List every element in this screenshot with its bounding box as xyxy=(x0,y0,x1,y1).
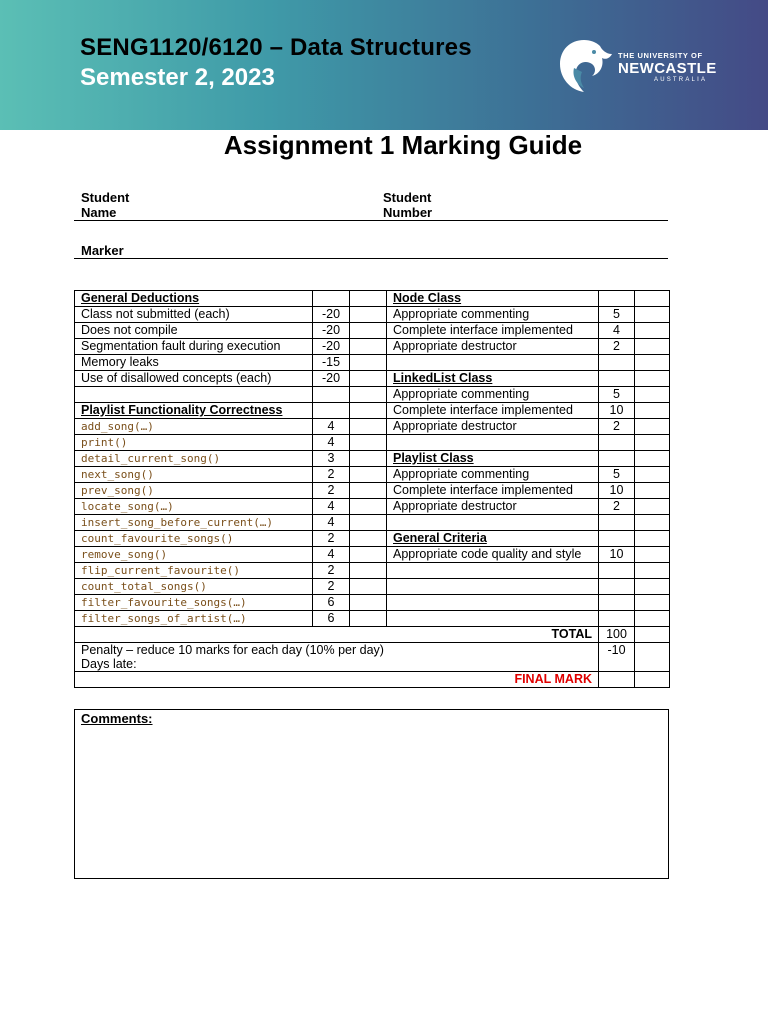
student-name-label: Student Name xyxy=(81,190,130,220)
left-awarded-mark-cell[interactable] xyxy=(350,515,387,531)
right-awarded-mark-cell[interactable] xyxy=(635,307,670,323)
table-row xyxy=(75,291,670,307)
criterion-label: Segmentation fault during execution xyxy=(81,339,281,353)
left-awarded-mark-cell[interactable] xyxy=(350,323,387,339)
function-args: () xyxy=(193,580,207,593)
final-mark-label: FINAL MARK xyxy=(75,672,599,688)
right-awarded-mark-cell[interactable] xyxy=(635,515,670,531)
left-criterion-cell xyxy=(75,355,313,371)
left-awarded-mark-cell[interactable] xyxy=(350,595,387,611)
right-criterion-cell xyxy=(387,387,599,403)
function-args: (…) xyxy=(133,420,154,433)
left-awarded-mark-cell[interactable] xyxy=(350,499,387,515)
right-criterion-cell xyxy=(387,435,599,451)
right-available-mark xyxy=(599,515,635,531)
student-rule xyxy=(74,220,668,221)
total-value: 100 xyxy=(599,627,635,643)
right-available-mark: 5 xyxy=(599,387,635,403)
criterion-label: Use of disallowed concepts (each) xyxy=(81,371,272,385)
right-available-mark xyxy=(599,595,635,611)
total-label: TOTAL xyxy=(75,627,599,643)
penalty-text: Penalty – reduce 10 marks for each day (10% per day) xyxy=(81,643,384,657)
table-row xyxy=(75,387,670,403)
right-criterion-cell xyxy=(387,531,599,547)
right-awarded-mark-cell[interactable] xyxy=(635,371,670,387)
left-awarded-mark-cell[interactable] xyxy=(350,547,387,563)
left-awarded-mark-cell[interactable] xyxy=(350,291,387,307)
criterion-label: Class not submitted (each) xyxy=(81,307,230,321)
table-row xyxy=(75,403,670,419)
left-criterion-cell xyxy=(75,531,313,547)
newcastle-seahorse-logo-icon xyxy=(554,38,614,94)
function-name: prev_song xyxy=(81,484,141,497)
comments-box[interactable] xyxy=(74,709,669,879)
left-criterion-cell xyxy=(75,547,313,563)
table-row xyxy=(75,547,670,563)
section-heading: General Deductions xyxy=(81,291,200,305)
table-row xyxy=(75,595,670,611)
right-available-mark xyxy=(599,579,635,595)
table-row xyxy=(75,323,670,339)
criterion-label: Complete interface implemented xyxy=(393,323,573,337)
left-awarded-mark-cell[interactable] xyxy=(350,451,387,467)
left-awarded-mark-cell[interactable] xyxy=(350,387,387,403)
left-available-mark: 6 xyxy=(313,595,350,611)
table-row xyxy=(75,307,670,323)
criterion-label: Appropriate commenting xyxy=(393,387,530,401)
right-available-mark xyxy=(599,435,635,451)
right-criterion-cell xyxy=(387,499,599,515)
table-row xyxy=(75,563,670,579)
function-args: (…) xyxy=(226,596,247,609)
final-mark-row xyxy=(75,672,670,688)
section-heading: Node Class xyxy=(393,291,462,305)
left-available-mark: -15 xyxy=(313,355,350,371)
left-available-mark: 2 xyxy=(313,467,350,483)
left-available-mark: 2 xyxy=(313,483,350,499)
right-criterion-cell xyxy=(387,371,599,387)
left-awarded-mark-cell[interactable] xyxy=(350,579,387,595)
penalty-cell xyxy=(75,643,599,672)
right-criterion-cell xyxy=(387,595,599,611)
right-available-mark: 4 xyxy=(599,323,635,339)
right-criterion-cell xyxy=(387,547,599,563)
left-awarded-mark-cell[interactable] xyxy=(350,307,387,323)
right-awarded-mark-cell[interactable] xyxy=(635,403,670,419)
left-criterion-cell xyxy=(75,307,313,323)
final-mark-value-cell[interactable] xyxy=(599,672,635,688)
right-criterion-cell xyxy=(387,419,599,435)
left-criterion-cell xyxy=(75,579,313,595)
criterion-label: Appropriate destructor xyxy=(393,419,517,433)
function-args: () xyxy=(140,468,154,481)
left-criterion-cell xyxy=(75,387,313,403)
right-awarded-mark-cell[interactable] xyxy=(635,467,670,483)
left-awarded-mark-cell[interactable] xyxy=(350,355,387,371)
criterion-label: Appropriate code quality and style xyxy=(393,547,582,561)
right-available-mark xyxy=(599,371,635,387)
right-criterion-cell xyxy=(387,451,599,467)
page-title: Assignment 1 Marking Guide xyxy=(223,130,583,160)
right-criterion-cell xyxy=(387,467,599,483)
function-name: detail_current_song xyxy=(81,452,207,465)
function-name: insert_song_before_current xyxy=(81,516,254,529)
function-name: next_song xyxy=(81,468,141,481)
left-available-mark xyxy=(313,387,350,403)
days-late-label: Days late: xyxy=(81,657,137,671)
final-mark-awarded-cell[interactable] xyxy=(635,672,670,688)
criterion-label: Appropriate commenting xyxy=(393,307,530,321)
table-row xyxy=(75,451,670,467)
table-row xyxy=(75,515,670,531)
university-wordmark xyxy=(618,51,717,83)
left-awarded-mark-cell[interactable] xyxy=(350,419,387,435)
right-awarded-mark-cell[interactable] xyxy=(635,419,670,435)
left-available-mark: 4 xyxy=(313,499,350,515)
criterion-label: Appropriate destructor xyxy=(393,339,517,353)
comments-label: Comments: xyxy=(81,711,153,726)
right-available-mark xyxy=(599,355,635,371)
left-awarded-mark-cell[interactable] xyxy=(350,435,387,451)
right-criterion-cell xyxy=(387,339,599,355)
left-criterion-cell xyxy=(75,323,313,339)
criterion-label: Complete interface implemented xyxy=(393,483,573,497)
penalty-row xyxy=(75,643,670,672)
left-available-mark: 4 xyxy=(313,547,350,563)
left-criterion-cell xyxy=(75,339,313,355)
left-awarded-mark-cell[interactable] xyxy=(350,403,387,419)
right-criterion-cell xyxy=(387,323,599,339)
function-name: add_song xyxy=(81,420,134,433)
table-row xyxy=(75,483,670,499)
left-criterion-cell xyxy=(75,563,313,579)
right-awarded-mark-cell[interactable] xyxy=(635,323,670,339)
student-number-label: Student Number xyxy=(383,190,433,220)
right-available-mark: 10 xyxy=(599,403,635,419)
right-awarded-mark-cell[interactable] xyxy=(635,387,670,403)
right-available-mark xyxy=(599,451,635,467)
table-row xyxy=(75,435,670,451)
section-heading: Playlist Functionality Correctness xyxy=(81,403,283,417)
right-available-mark: 5 xyxy=(599,467,635,483)
right-criterion-cell xyxy=(387,515,599,531)
left-awarded-mark-cell[interactable] xyxy=(350,339,387,355)
left-available-mark: 2 xyxy=(313,563,350,579)
right-awarded-mark-cell[interactable] xyxy=(635,355,670,371)
right-available-mark: 10 xyxy=(599,483,635,499)
marker-label: Marker xyxy=(81,243,124,258)
left-awarded-mark-cell[interactable] xyxy=(350,371,387,387)
criterion-label: Appropriate destructor xyxy=(393,499,517,513)
function-args: (…) xyxy=(226,612,247,625)
left-available-mark: -20 xyxy=(313,323,350,339)
right-available-mark xyxy=(599,531,635,547)
function-args: () xyxy=(153,548,168,561)
left-awarded-mark-cell[interactable] xyxy=(350,531,387,547)
function-name: flip_current_favourite xyxy=(81,564,227,577)
left-available-mark: 6 xyxy=(313,611,350,627)
table-row xyxy=(75,371,670,387)
table-row xyxy=(75,531,670,547)
function-name: filter_songs_of_artist xyxy=(81,612,227,625)
left-criterion-cell xyxy=(75,435,313,451)
function-args: () xyxy=(114,436,128,449)
right-awarded-mark-cell[interactable] xyxy=(635,483,670,499)
right-awarded-mark-cell[interactable] xyxy=(635,563,670,579)
university-line2: NEWCASTLE xyxy=(618,60,717,77)
table-row xyxy=(75,467,670,483)
table-row xyxy=(75,419,670,435)
header-banner xyxy=(0,0,768,130)
right-awarded-mark-cell[interactable] xyxy=(635,339,670,355)
left-awarded-mark-cell[interactable] xyxy=(350,563,387,579)
table-row xyxy=(75,579,670,595)
function-args: (…) xyxy=(253,516,274,529)
left-criterion-cell xyxy=(75,403,313,419)
section-heading: LinkedList Class xyxy=(393,371,493,385)
criterion-label: Complete interface implemented xyxy=(393,403,573,417)
right-available-mark: 2 xyxy=(599,419,635,435)
right-criterion-cell xyxy=(387,403,599,419)
function-args: () xyxy=(226,564,240,577)
total-awarded-cell[interactable] xyxy=(635,627,670,643)
right-criterion-cell xyxy=(387,355,599,371)
function-name: locate_song xyxy=(81,500,154,513)
left-criterion-cell xyxy=(75,291,313,307)
right-available-mark: 2 xyxy=(599,339,635,355)
penalty-awarded-cell[interactable] xyxy=(635,643,670,672)
left-available-mark xyxy=(313,403,350,419)
function-args: () xyxy=(140,484,154,497)
criterion-label: Appropriate commenting xyxy=(393,467,530,481)
right-awarded-mark-cell[interactable] xyxy=(635,531,670,547)
function-args: () xyxy=(220,532,234,545)
right-available-mark xyxy=(599,611,635,627)
marker-rule xyxy=(74,258,668,259)
criterion-label: Memory leaks xyxy=(81,355,159,369)
course-title: SENG1120/6120 – Data Structures xyxy=(80,34,472,61)
function-name: remove_song xyxy=(81,548,154,561)
table-row xyxy=(75,611,670,627)
left-criterion-cell xyxy=(75,611,313,627)
right-criterion-cell xyxy=(387,563,599,579)
left-available-mark: -20 xyxy=(313,371,350,387)
left-available-mark: 2 xyxy=(313,579,350,595)
right-available-mark xyxy=(599,291,635,307)
total-row xyxy=(75,627,670,643)
left-criterion-cell xyxy=(75,467,313,483)
semester-label: Semester 2, 2023 xyxy=(80,64,275,91)
table-row xyxy=(75,355,670,371)
function-name: count_favourite_songs xyxy=(81,532,221,545)
right-awarded-mark-cell[interactable] xyxy=(635,499,670,515)
left-available-mark: -20 xyxy=(313,339,350,355)
left-awarded-mark-cell[interactable] xyxy=(350,611,387,627)
right-criterion-cell xyxy=(387,483,599,499)
right-criterion-cell xyxy=(387,611,599,627)
left-available-mark: 4 xyxy=(313,419,350,435)
marking-table xyxy=(74,290,670,688)
left-criterion-cell xyxy=(75,483,313,499)
left-available-mark: 4 xyxy=(313,435,350,451)
section-heading: General Criteria xyxy=(393,531,487,545)
left-criterion-cell xyxy=(75,515,313,531)
right-criterion-cell xyxy=(387,579,599,595)
left-awarded-mark-cell[interactable] xyxy=(350,483,387,499)
left-available-mark: 4 xyxy=(313,515,350,531)
university-line3: AUSTRALIA xyxy=(654,77,708,83)
right-available-mark: 10 xyxy=(599,547,635,563)
left-criterion-cell xyxy=(75,419,313,435)
right-awarded-mark-cell[interactable] xyxy=(635,435,670,451)
section-heading: Playlist Class xyxy=(393,451,474,465)
right-criterion-cell xyxy=(387,307,599,323)
function-args: () xyxy=(206,452,221,465)
right-awarded-mark-cell[interactable] xyxy=(635,579,670,595)
university-line1: THE UNIVERSITY OF xyxy=(618,51,703,60)
left-criterion-cell xyxy=(75,371,313,387)
function-args: (…) xyxy=(153,500,174,513)
function-name: print xyxy=(81,436,115,449)
right-awarded-mark-cell[interactable] xyxy=(635,291,670,307)
right-available-mark xyxy=(599,563,635,579)
left-criterion-cell xyxy=(75,451,313,467)
right-awarded-mark-cell[interactable] xyxy=(635,451,670,467)
right-criterion-cell xyxy=(387,291,599,307)
left-criterion-cell xyxy=(75,499,313,515)
right-available-mark: 5 xyxy=(599,307,635,323)
function-name: count_total_songs xyxy=(81,580,194,593)
left-awarded-mark-cell[interactable] xyxy=(350,467,387,483)
table-row xyxy=(75,339,670,355)
right-available-mark: 2 xyxy=(599,499,635,515)
right-awarded-mark-cell[interactable] xyxy=(635,611,670,627)
criterion-label: Does not compile xyxy=(81,323,178,337)
penalty-value: -10 xyxy=(599,643,635,672)
table-row xyxy=(75,499,670,515)
right-awarded-mark-cell[interactable] xyxy=(635,595,670,611)
function-name: filter_favourite_songs xyxy=(81,596,227,609)
left-available-mark: 2 xyxy=(313,531,350,547)
left-criterion-cell xyxy=(75,595,313,611)
right-awarded-mark-cell[interactable] xyxy=(635,547,670,563)
left-available-mark xyxy=(313,291,350,307)
left-available-mark: -20 xyxy=(313,307,350,323)
left-available-mark: 3 xyxy=(313,451,350,467)
